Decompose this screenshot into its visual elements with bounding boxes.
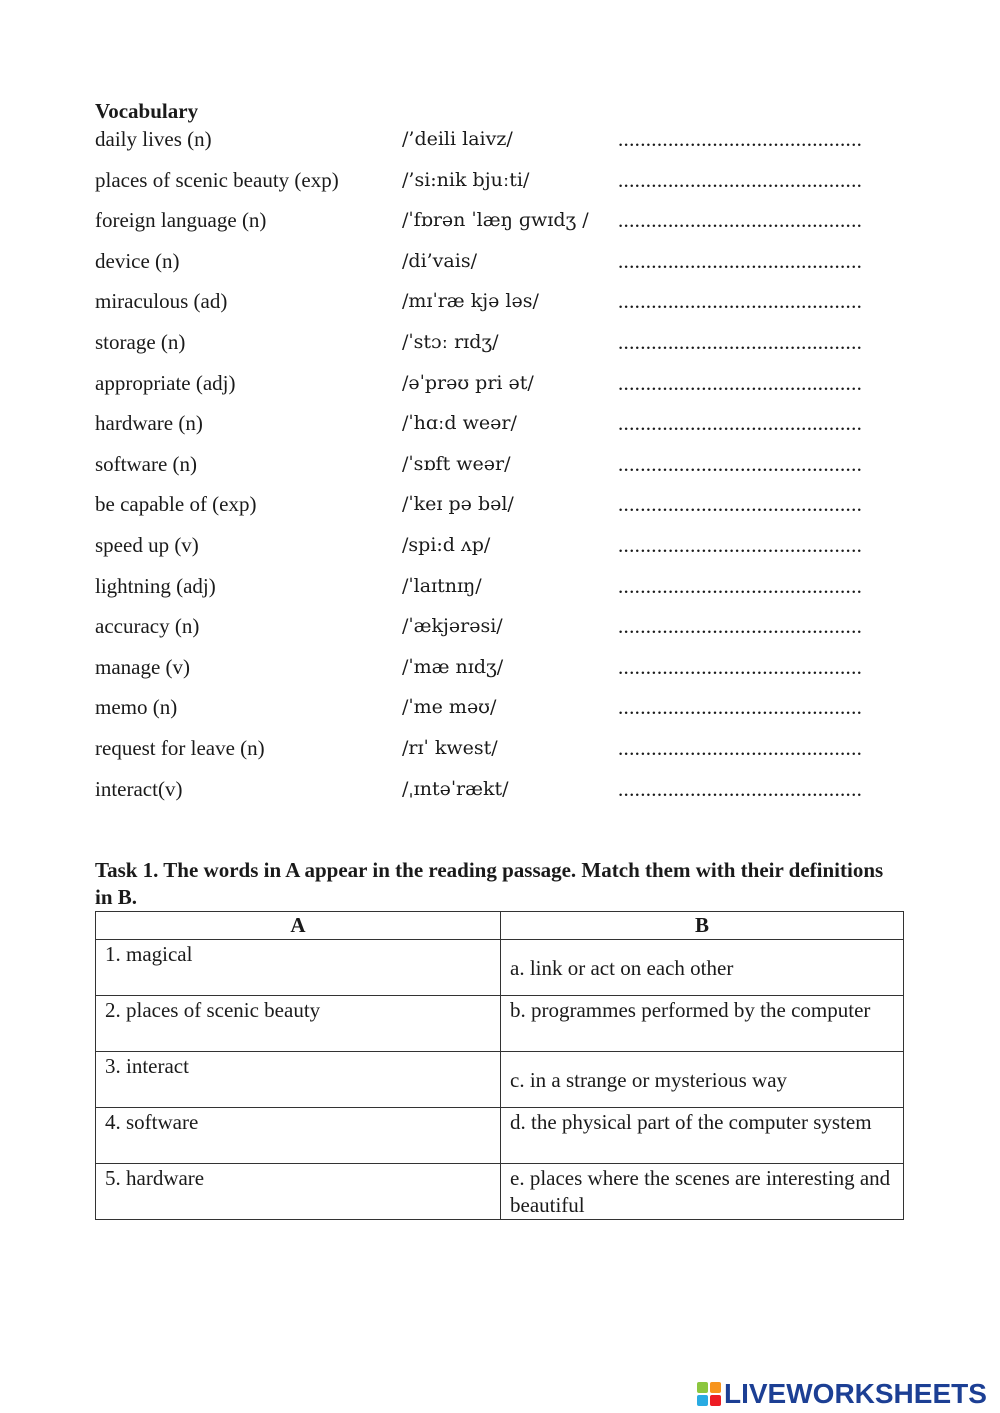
answer-blank[interactable]: ............................................ bbox=[618, 695, 863, 720]
answer-blank[interactable]: ............................................ bbox=[618, 614, 863, 639]
vocab-word: hardware (n) bbox=[95, 411, 203, 436]
table-row bbox=[96, 940, 904, 996]
answer-blank[interactable]: ............................................ bbox=[618, 127, 863, 151]
vocab-row bbox=[95, 166, 915, 207]
vocab-word: memo (n) bbox=[95, 695, 178, 720]
vocab-word: foreign language (n) bbox=[95, 208, 267, 233]
vocab-ipa: /əˈprəʊ pri ət/ bbox=[402, 371, 534, 394]
answer-blank[interactable]: ............................................ bbox=[618, 776, 863, 801]
column-b-cell: c. in a strange or mysterious way bbox=[501, 1052, 904, 1108]
vocab-ipa: /mɪˈræ kjə ləs/ bbox=[402, 290, 539, 313]
vocab-ipa: /ˈmæ nɪdʒ/ bbox=[402, 655, 504, 678]
column-b-cell: e. places where the scenes are interesting and beautiful bbox=[501, 1164, 904, 1220]
vocab-ipa: /ˈstɔː rɪdʒ/ bbox=[402, 330, 499, 353]
column-a-cell: 3. interact bbox=[96, 1052, 501, 1108]
vocab-row bbox=[95, 125, 915, 166]
vocab-word: speed up (v) bbox=[95, 532, 199, 557]
vocab-ipa: /di’vais/ bbox=[402, 249, 477, 272]
vocab-ipa: /’si:nik bjuːti/ bbox=[402, 168, 530, 191]
vocab-word: storage (n) bbox=[95, 329, 186, 354]
column-a-cell: 4. software bbox=[96, 1108, 501, 1164]
vocab-word: manage (v) bbox=[95, 654, 191, 679]
answer-blank[interactable]: ............................................ bbox=[618, 289, 863, 314]
logo-square-red bbox=[710, 1395, 721, 1406]
vocabulary-list bbox=[95, 125, 915, 815]
vocab-row bbox=[95, 206, 915, 247]
logo-square-green bbox=[697, 1382, 708, 1393]
table-row bbox=[96, 1052, 904, 1108]
column-b-cell: d. the physical part of the computer system bbox=[501, 1108, 904, 1164]
vocab-ipa: /ˈkeɪ pə bəl/ bbox=[402, 493, 514, 516]
column-b-cell: b. programmes performed by the computer bbox=[501, 996, 904, 1052]
vocab-ipa: /rɪˈ kwest/ bbox=[402, 736, 498, 759]
column-b-cell: a. link or act on each other bbox=[501, 940, 904, 996]
answer-blank[interactable]: ............................................ bbox=[618, 370, 863, 395]
vocab-row bbox=[95, 734, 915, 775]
vocab-ipa: /ˈlaɪtnɪŋ/ bbox=[402, 574, 482, 597]
vocab-row bbox=[95, 328, 915, 369]
answer-blank[interactable]: ............................................ bbox=[618, 654, 863, 679]
vocabulary-heading: Vocabulary bbox=[95, 99, 199, 123]
vocab-ipa: /ˈsɒft weər/ bbox=[402, 452, 511, 475]
column-a-cell: 5. hardware bbox=[96, 1164, 501, 1220]
answer-blank[interactable]: ............................................ bbox=[618, 411, 863, 436]
answer-blank[interactable]: ............................................ bbox=[618, 573, 863, 598]
vocab-ipa: /spi:d ʌp/ bbox=[402, 533, 491, 556]
vocab-word: request for leave (n) bbox=[95, 735, 265, 760]
column-a-cell: 2. places of scenic beauty bbox=[96, 996, 501, 1052]
answer-blank[interactable]: ............................................ bbox=[618, 451, 863, 476]
vocab-ipa: /ˈme məʊ/ bbox=[402, 696, 497, 719]
answer-blank[interactable]: ............................................ bbox=[618, 532, 863, 557]
logo-mark-icon bbox=[697, 1382, 721, 1406]
vocab-word: daily lives (n) bbox=[95, 127, 212, 151]
vocab-row bbox=[95, 247, 915, 288]
table-row bbox=[96, 1164, 904, 1220]
vocab-row bbox=[95, 693, 915, 734]
table-row bbox=[96, 996, 904, 1052]
logo-square-blue bbox=[697, 1395, 708, 1406]
vocab-word: lightning (adj) bbox=[95, 573, 216, 598]
vocab-row bbox=[95, 490, 915, 531]
vocab-ipa: /ˈhɑːd weər/ bbox=[402, 412, 517, 435]
vocab-word: miraculous (ad) bbox=[95, 289, 228, 314]
answer-blank[interactable]: ............................................ bbox=[618, 735, 863, 760]
answer-blank[interactable]: ............................................ bbox=[618, 248, 863, 273]
column-a-header: A bbox=[96, 912, 501, 940]
vocab-word: appropriate (adj) bbox=[95, 370, 236, 395]
vocab-word: software (n) bbox=[95, 451, 198, 476]
vocab-word: accuracy (n) bbox=[95, 614, 200, 639]
vocab-row bbox=[95, 409, 915, 450]
answer-blank[interactable]: ............................................ bbox=[618, 208, 863, 233]
answer-blank[interactable]: ............................................ bbox=[618, 329, 863, 354]
vocab-ipa: /’deili laivz/ bbox=[402, 128, 513, 150]
vocab-row bbox=[95, 531, 915, 572]
liveworksheets-logo bbox=[697, 1378, 987, 1410]
vocab-word: device (n) bbox=[95, 248, 180, 273]
vocab-word: be capable of (exp) bbox=[95, 492, 257, 517]
column-a-cell: 1. magical bbox=[96, 940, 501, 996]
vocab-word: places of scenic beauty (exp) bbox=[95, 167, 339, 192]
vocab-ipa: /ˌɪntəˈrækt/ bbox=[402, 777, 509, 800]
table-row bbox=[96, 1108, 904, 1164]
vocab-ipa: /ˈækjərəsi/ bbox=[402, 615, 503, 638]
logo-square-orange bbox=[710, 1382, 721, 1393]
task1-instruction: Task 1. The words in A appear in the reading passage. Match them with their definitions in B. bbox=[95, 858, 884, 909]
answer-blank[interactable]: ............................................ bbox=[618, 492, 863, 517]
table-header-row bbox=[96, 912, 904, 940]
vocab-row bbox=[95, 612, 915, 653]
vocab-word: interact(v) bbox=[95, 776, 183, 801]
column-b-header: B bbox=[501, 912, 904, 940]
answer-blank[interactable]: ............................................ bbox=[618, 167, 863, 192]
vocab-row bbox=[95, 450, 915, 491]
vocab-row bbox=[95, 287, 915, 328]
vocab-row bbox=[95, 653, 915, 694]
matching-table bbox=[95, 911, 904, 1220]
vocab-row bbox=[95, 369, 915, 410]
vocab-row bbox=[95, 775, 915, 816]
vocab-row bbox=[95, 572, 915, 613]
vocab-ipa: /ˈfɒrən ˈlæŋ ɡwɪdʒ / bbox=[402, 209, 589, 232]
logo-text: LIVEWORKSHEETS bbox=[724, 1378, 987, 1409]
